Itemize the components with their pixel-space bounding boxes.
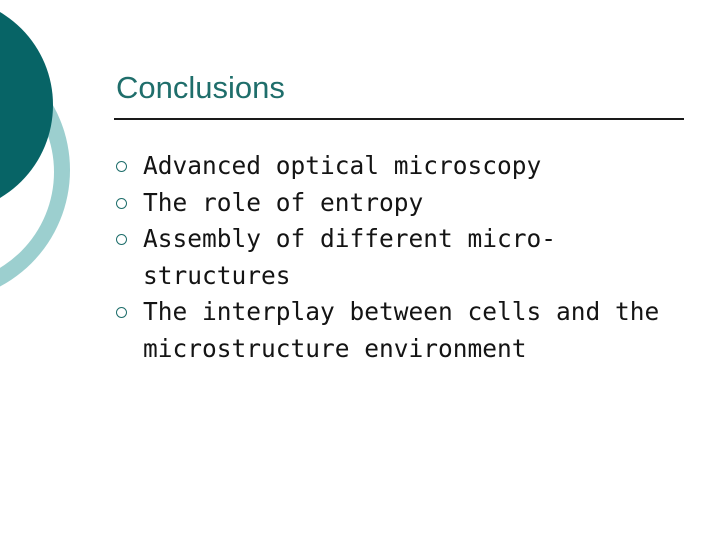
bullet-text: Assembly of different micro-structures bbox=[143, 224, 557, 290]
list-item bbox=[116, 294, 696, 367]
bullet-ring-icon bbox=[116, 307, 127, 318]
bullet-text: The role of entropy bbox=[143, 187, 424, 217]
bullet-ring-icon bbox=[116, 234, 127, 245]
slide-title: Conclusions bbox=[116, 70, 285, 105]
decorative-circles bbox=[0, 0, 90, 300]
bullet-list bbox=[116, 148, 696, 367]
list-item bbox=[116, 221, 696, 294]
bullet-ring-icon bbox=[116, 198, 127, 209]
list-item bbox=[116, 148, 696, 185]
title-divider bbox=[114, 118, 684, 120]
bullet-ring-icon bbox=[116, 161, 127, 172]
bullet-text: The interplay between cells and the microstructure environment bbox=[143, 297, 660, 363]
bullet-text: Advanced optical microscopy bbox=[143, 151, 542, 180]
list-item bbox=[116, 185, 696, 222]
